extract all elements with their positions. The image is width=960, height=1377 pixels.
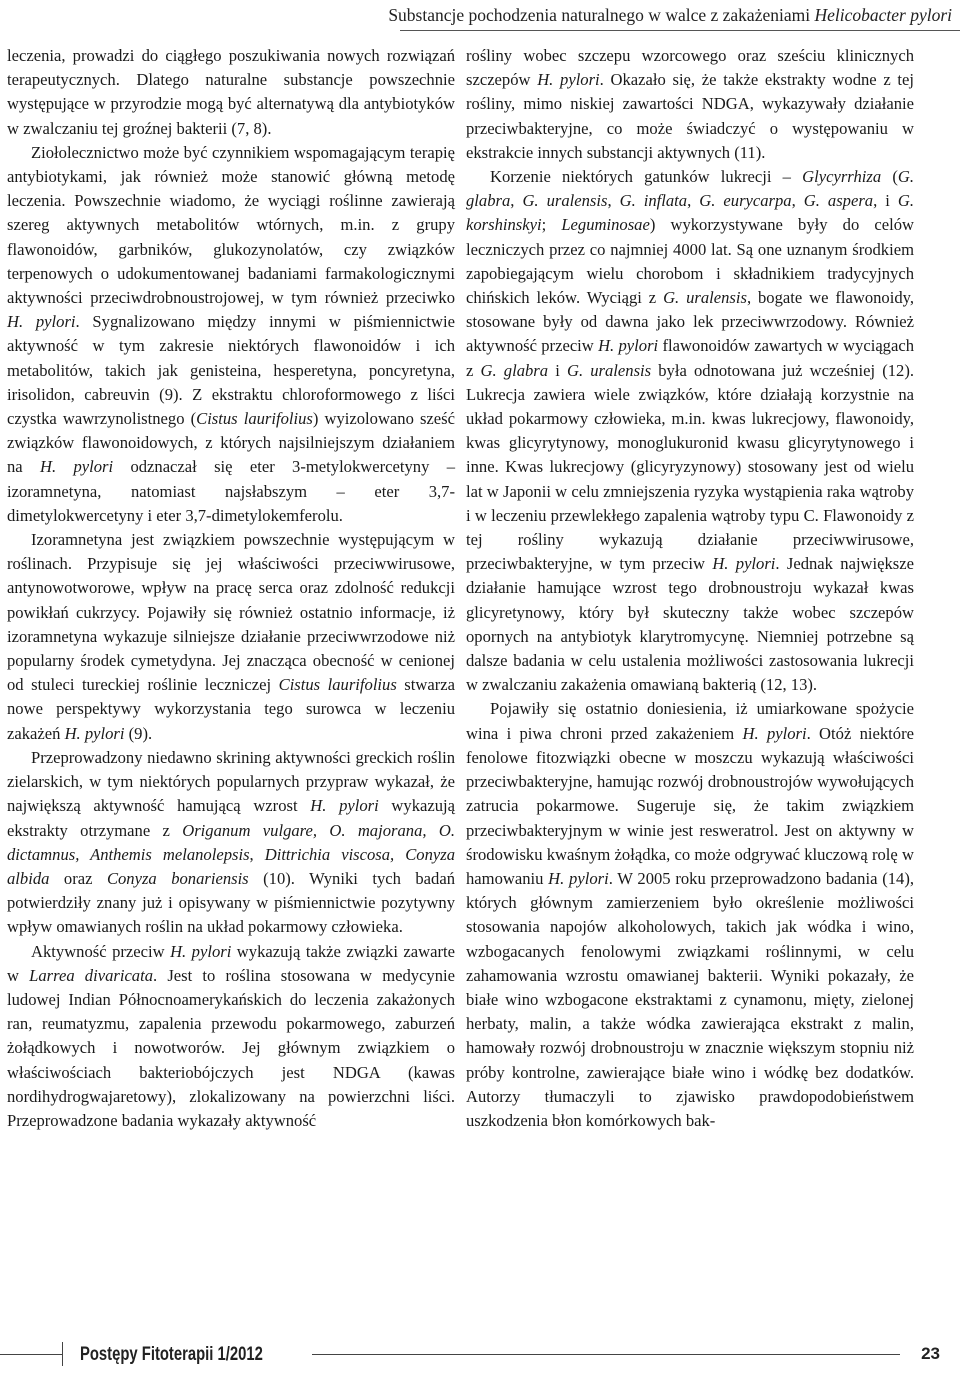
- species-name: G. korshinskyi: [466, 191, 915, 235]
- text-run: ;: [541, 215, 562, 235]
- species-name: G. uralensis: [663, 288, 747, 308]
- species-name: Glycyrrhiza: [802, 167, 882, 187]
- text-run: wykazują także związki zawarte w: [7, 941, 455, 985]
- species-name: H. pylori: [537, 70, 600, 90]
- text-run: . Sygnalizowano między innymi w piśmiennictwie aktywność w tym zakresie niektórych flawonoidów i ich metabolitów, takich jak genisteina, hesperetyna, poncyretyna, irisolidon, cabreuvin (9). Z ekstraktu chloroformowego z liści czystka wawrzynolistnego (: [7, 312, 455, 429]
- right-paragraph-3: [466, 697, 914, 1133]
- species-name: H. pylori: [170, 941, 232, 961]
- running-title-text: Substancje pochodzenia naturalnego w walce z zakażeniami: [388, 5, 815, 25]
- text-run: Przeprowadzony niedawno skrining aktywności greckich roślin zielarskich, w tym niektórych popularnych przypraw wykazał, że największą aktywność hamującą wzrost: [7, 747, 455, 816]
- text-run: . W 2005 roku przeprowadzono badania (14), których głównym zamierzeniem było określenie możliwości stosowania napojów alkoholowych, takich jak wódka i wino, wzbogacanych fenolowymi związkami roślinnymi, w celu zahamowania wzrostu omawianej bakterii. Wyniki pokazały, że białe wino wzbogacone ekstraktami z cynamonu, mięty, zielonej herbaty, malin, a także wódka zawierająca ekstrakt z malin, hamowały rozwój drobnoustroju w znacznie większym stopniu niż próby kontrolne, zawierające białe wino i wódkę bez dodatków. Autorzy tłumaczyli to zjawisko prawdopodobieństwem uszkodzenia błon komórkowych bak-: [466, 868, 914, 1130]
- page-number: 23: [921, 1344, 940, 1363]
- species-name: G. glabra: [466, 167, 914, 211]
- left-paragraph-5: [7, 940, 455, 1134]
- species-name: H. pylori: [64, 723, 125, 743]
- footer-rule-mid: [312, 1354, 900, 1355]
- species-name: H. pylori: [40, 457, 114, 477]
- species-name: H. pylori: [598, 336, 659, 356]
- text-run: ) wykorzystywane były do celów leczniczych przez co najmniej 4000 lat. Są one uznanym środkiem zapobiegającym wielu chorobom i składnikiem tradycyjnych chińskich leków. Wyciągi z: [466, 215, 914, 308]
- text-run: , bogate we flawonoidy, stosowane były od dawna jako lek przeciwwrzodowy. Również aktywność przeciw: [466, 288, 914, 356]
- text-run: flawonoidów zawartych w wyciągach z: [466, 336, 915, 380]
- text-run: stwarza nowe perspektywy wykorzystania tego surowca w leczeniu zakażeń: [7, 675, 455, 743]
- text-run: leczenia, prowadzi do ciągłego poszukiwania nowych rozwiązań terapeutycznych. Dlatego naturalne substancje powszechnie występujące w przyrodzie mogą być alternatywą dla antybiotyków w zwalczaniu tej groźnej bakterii (7, 8).: [7, 46, 455, 138]
- species-name: G. eurycarpa: [699, 191, 792, 211]
- text-run: ) wyizolowano sześć związków flawonoidowych, z których najsilniejszym działaniem na: [7, 409, 455, 477]
- text-run: (: [881, 167, 898, 187]
- species-name: H. pylori: [548, 868, 609, 888]
- species-name: Leguminosae: [561, 215, 650, 235]
- text-run: ,: [510, 191, 523, 211]
- text-run: . Jednak największe działanie hamujące wzrost tego drobnoustroju wykazał kwas glicyretynowy, który był skuteczny także wobec szczepów opornych na antybiotyk klarytromycynę. Niemniej potrzebne są dalsze badania w celu ustalenia możliwości zastosowania lukrecji w zwalczaniu zakażenia omawianą bakterią (12, 13).: [466, 554, 914, 695]
- text-run: ,: [607, 191, 620, 211]
- right-column: [466, 44, 914, 1133]
- species-name: H. pylori: [712, 554, 776, 574]
- running-title: [388, 5, 952, 26]
- text-run: ,: [687, 191, 700, 211]
- species-name: Origanum vulgare, O. majorana, O. dictamnus, Anthemis melanolepsis: [7, 820, 455, 864]
- species-name: Conyza bonariensis: [106, 868, 249, 888]
- species-name: Dittrichia viscosa, Conyza albida: [7, 844, 456, 888]
- left-paragraph-2: [7, 141, 455, 528]
- text-run: Korzenie niektórych gatunków lukrecji –: [490, 167, 803, 187]
- text-run: . Otóż niektóre fenolowe fitozwiązki obecne w moszczu wykazują właściwości przeciwbakteryjne, hamując rozwój drobnoustrojów wywołujących zatrucia pokarmowe. Sugeruje się, że takim związkiem przeciwbakteryjnym w winie jest resweratrol. Jest on aktywny w środowisku kwaśnym żołądka, co może odgrywać kluczową rolę w hamowaniu: [466, 723, 914, 888]
- left-paragraph-4: [7, 746, 455, 940]
- text-run: wykazują ekstrakty otrzymane z: [7, 796, 456, 840]
- species-name: Larrea divaricata: [29, 965, 154, 985]
- left-column: [7, 44, 455, 1133]
- text-run: . Okazało się, że także ekstrakty wodne z tej rośliny, mimo niskiej zawartości NDGA, wykazywały działanie przeciwbakteryjne, co może świadczyć o występowaniu w ekstrakcie innych substancji aktywnych (11).: [466, 70, 914, 162]
- species-name: Cistus laurifolius: [278, 675, 397, 695]
- header-rule: [400, 30, 960, 31]
- footer-rule-left: [0, 1354, 62, 1355]
- text-run: . Jest to roślina stosowana w medycynie ludowej Indian Północnoamerykańskich do leczenia zakażonych ran, reumatyzmu, zapalenia przewodu pokarmowego, zaburzeń żołądkowych i nowotworów. Jej głównym związkiem o właściwościach bakteriobójczych jest NDGA (kawas nordihydrogwajaretowy), zlokalizowany na powierzchni liści. Przeprowadzone badania wykazały aktywność: [7, 965, 455, 1130]
- species-name: G. aspera: [803, 191, 874, 211]
- text-run: , i: [873, 191, 898, 211]
- text-run: Pojawiły się ostatnio doniesienia, iż umiarkowane spożycie wina i piwa chroni przed zakażeniem: [466, 699, 914, 743]
- text-run: Ziołolecznictwo może być czynnikiem wspomagającym terapię antybiotykami, jak również może stanowić główną metodę leczenia. Powszechnie wiadomo, że wyciągi roślinne zawierają szereg aktywnych metabolitów wtórnych, m.in. z grupy flawonoidów, garbników, glukozynolatów, czy związków terpenowych o udokumentowanej badaniami farmakologicznymi aktywności przeciwdrobnoustrojowej, w tym również przeciwko: [7, 142, 455, 308]
- left-paragraph-3: [7, 528, 455, 746]
- species-name: Cistus laurifolius: [196, 409, 313, 429]
- running-title-italic: Helicobacter pylori: [814, 5, 952, 25]
- journal-name: Postępy Fitoterapii 1/2012: [80, 1344, 263, 1365]
- text-run: rośliny wobec szczepu wzorcowego oraz sześciu klinicznych szczepów: [466, 46, 914, 90]
- text-run: i: [548, 360, 567, 380]
- species-name: G. inflata: [619, 191, 688, 211]
- species-name: G. glabra: [480, 360, 549, 380]
- species-name: H. pylori: [310, 796, 379, 816]
- running-header: [0, 0, 960, 34]
- text-run: była odnotowana już wcześniej (12). Lukrecja zawiera wiele związków, które działają korzystnie na układ pokarmowy człowieka, m.in. kwas lukrecjowy, flawonoidy, kwas glicyrytynowy, monoglukuronid kwasu glicyrytynowego i inne. Kwas lukrecjowy (glicyryzynowy) stosowany jest od wielu lat w Japonii w celu zmniejszenia ryzyka wystąpienia raka wątroby i w leczeniu przewlekłego zapalenia wątroby typu C. Flawonoidy z tej rośliny wykazują działanie przeciwwirusowe, przeciwbakteryjne, w tym przeciw: [466, 360, 914, 574]
- right-paragraph-2: [466, 165, 914, 697]
- species-name: G. uralensis: [566, 360, 652, 380]
- species-name: H. pylori: [742, 723, 807, 743]
- text-run: (10). Wyniki tych badań potwierdziły znany już i opisywany w piśmiennictwie pozytywny wpływ omawianych roślin na układ pokarmowy człowieka.: [7, 868, 455, 937]
- text-run: ,: [791, 191, 804, 211]
- footer-bracket-icon: [62, 1342, 77, 1366]
- text-run: oraz: [49, 868, 107, 888]
- text-run: odznaczał się eter 3-metylokwercetyny – izoramnetyna, natomiast najsłabszym – eter 3,7-dimetylokwercetyny i eter 3,7-dimetylokemferolu.: [7, 457, 456, 525]
- left-paragraph-1: [7, 44, 455, 141]
- text-run: (9).: [124, 723, 153, 743]
- right-paragraph-1: [466, 44, 914, 165]
- species-name: H. pylori: [7, 312, 76, 332]
- species-name: G. uralensis: [522, 191, 608, 211]
- text-run: Aktywność przeciw: [31, 941, 171, 961]
- text-run: ,: [249, 844, 265, 864]
- page-footer: [0, 1337, 960, 1377]
- text-run: Izoramnetyna jest związkiem powszechnie występującym w roślinach. Przypisuje się jej właściwości przeciwwirusowe, antynowotworowe, wpływ na pracę serca oraz zdolność redukcji powikłań cukrzycy. Pojawiły się również ostatnio informacje, iż izoramnetyna wykazuje silniejsze działanie przeciwwrzodowe niż popularny środek cymetydyna. Jej znacząca obecność w cenionej od stuleci tureckiej roślinie leczniczej: [7, 530, 455, 695]
